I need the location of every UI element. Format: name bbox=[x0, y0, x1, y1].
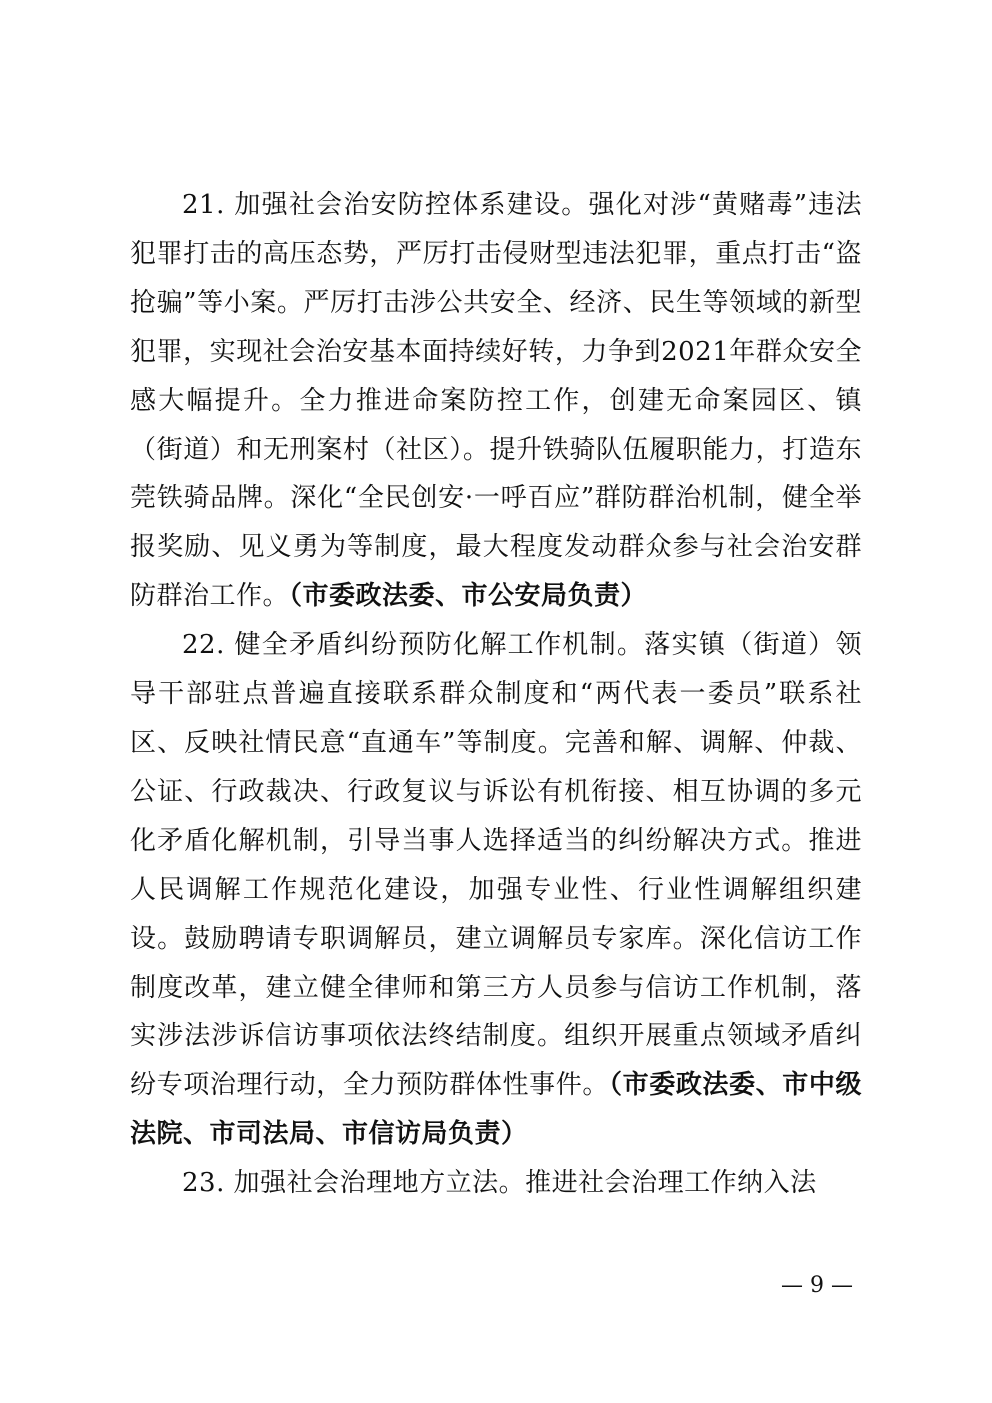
paragraph-22-responsible: （市委政法委、市中级法院、市司法局、市信访局负责） bbox=[130, 1070, 862, 1150]
paragraph-22 bbox=[130, 621, 862, 1159]
page-number: — 9 — bbox=[781, 1273, 853, 1298]
paragraph-21 bbox=[130, 181, 862, 621]
paragraph-22-body: 22. 健全矛盾纠纷预防化解工作机制。落实镇（街道）领导干部驻点普遍直接联系群众制度和“两代表一委员”联系社区、反映社情民意“直通车”等制度。完善和解、调解、仲裁、公证、行政裁决、行政复议与诉讼有机衔接、相互协调的多元化矛盾化解机制，引导当事人选择适当的纠纷解决方式。推进人民调解工作规范化建设，加强专业性、行业性调解组织建设。鼓励聘请专职调解员，建立调解员专家库。深化信访工作制度改革，建立健全律师和第三方人员参与信访工作机制，落实涉法涉诉信访事项依法终结制度。组织开展重点领域矛盾纠纷专项治理行动，全力预防群体性事件。 bbox=[130, 630, 862, 1101]
document-body bbox=[130, 181, 862, 1208]
paragraph-21-body: 21. 加强社会治安防控体系建设。强化对涉“黄赌毒”违法犯罪打击的高压态势，严厉打击侵财型违法犯罪，重点打击“盗抢骗”等小案。严厉打击涉公共安全、经济、民生等领域的新型犯罪，实现社会治安基本面持续好转，力争到2021年群众安全感大幅提升。全力推进命案防控工作，创建无命案园区、镇（街道）和无刑案村（社区）。提升铁骑队伍履职能力，打造东莞铁骑品牌。深化“全民创安·一呼百应”群防群治机制，健全举报奖励、见义勇为等制度，最大程度发动群众参与社会治安群防群治工作。 bbox=[130, 190, 862, 612]
paragraph-21-responsible: （市委政法委、市公安局负责） bbox=[289, 581, 648, 612]
paragraph-23-body: 23. 加强社会治理地方立法。推进社会治理工作纳入法 bbox=[182, 1168, 817, 1199]
paragraph-23 bbox=[130, 1159, 862, 1208]
